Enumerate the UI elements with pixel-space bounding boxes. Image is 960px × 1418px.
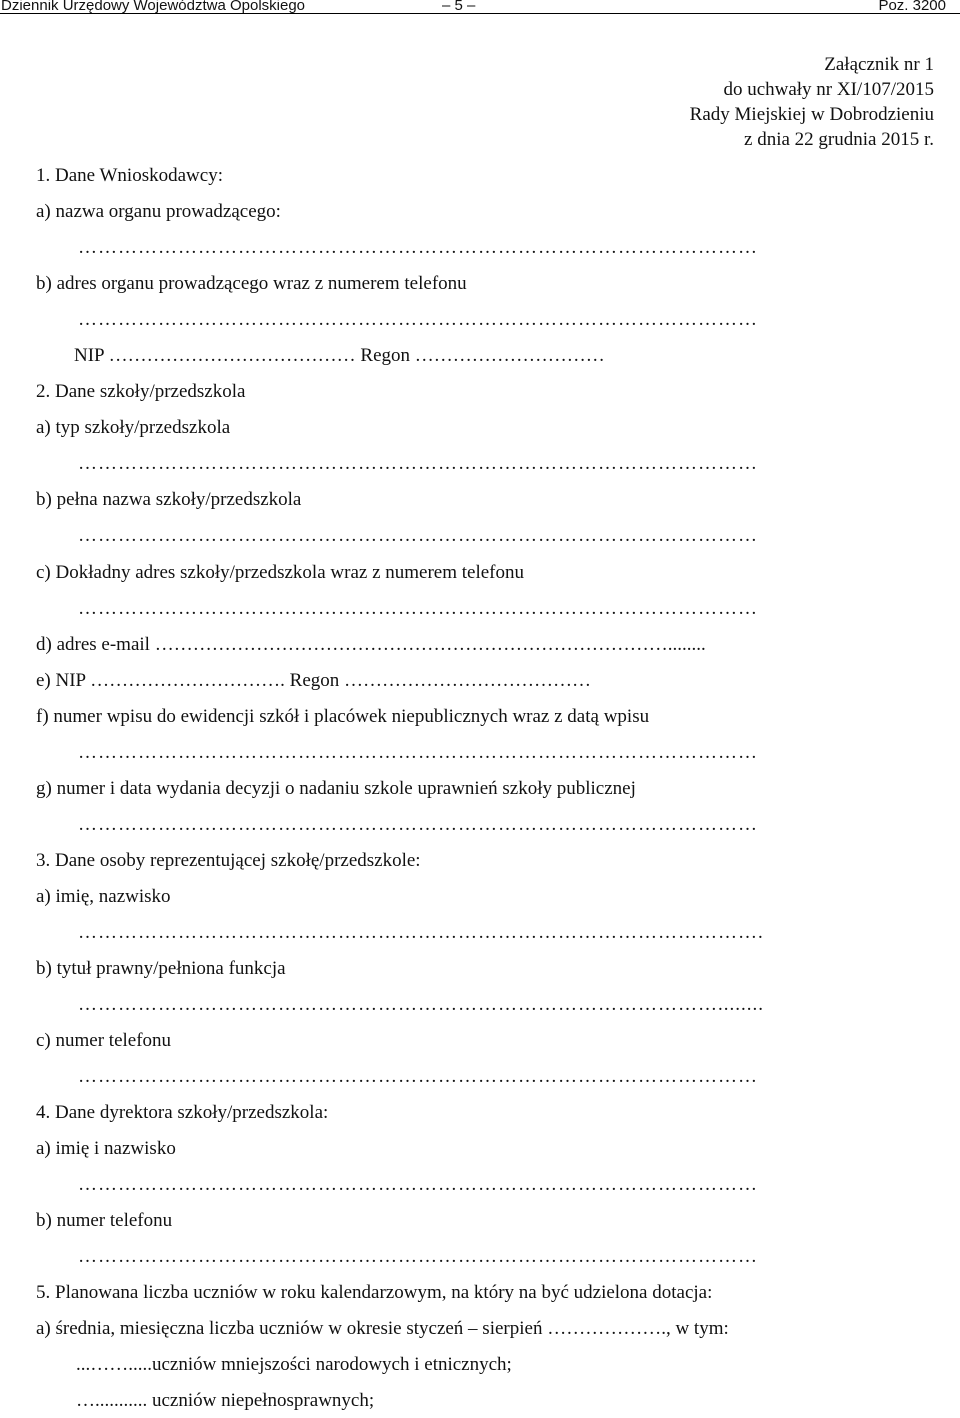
field-disabled-students[interactable]: …........... uczniów niepełnosprawnych; (76, 1390, 375, 1411)
field-school-type[interactable]: ………………………………………………………………………………………… (78, 453, 758, 474)
page-number: – 5 – (442, 0, 476, 14)
field-label-organ-name: a) nazwa organu prowadzącego: (36, 201, 281, 222)
field-label-register-entry: f) numer wpisu do ewidencji szkół i placówek niepublicznych wraz z datą wpisu (36, 706, 650, 727)
section-2-title: 2. Dane szkoły/przedszkola (36, 381, 246, 402)
section-4-title: 4. Dane dyrektora szkoły/przedszkola: (36, 1102, 329, 1123)
field-director-name[interactable]: ………………………………………………………………………………………… (78, 1174, 758, 1195)
field-school-address[interactable]: ………………………………………………………………………………………… (78, 598, 758, 619)
annex-block (690, 52, 934, 152)
field-label-rep-function: b) tytuł prawny/pełniona funkcja (36, 958, 286, 979)
field-rep-function[interactable]: ……………………………………………………………………………………........ (78, 994, 764, 1015)
field-rep-name[interactable]: …………………………………………………………………………………………. (78, 922, 764, 943)
field-label-school-type: a) typ szkoły/przedszkola (36, 417, 231, 438)
field-organ-address[interactable]: ………………………………………………………………………………………… (78, 309, 758, 330)
field-label-school-name: b) pełna nazwa szkoły/przedszkola (36, 489, 302, 510)
journal-header (0, 0, 960, 18)
field-school-nip-regon[interactable]: e) NIP …………………………. Regon ………………………………… (36, 670, 592, 691)
field-label-organ-address: b) adres organu prowadzącego wraz z numerem telefonu (36, 273, 467, 294)
field-register-entry[interactable]: ………………………………………………………………………………………… (78, 742, 758, 763)
field-label-director-phone: b) numer telefonu (36, 1210, 173, 1231)
item-number: Poz. 3200 (878, 0, 946, 14)
section-3-title: 3. Dane osoby reprezentującej szkołę/przedszkole: (36, 850, 421, 871)
field-school-name[interactable]: ………………………………………………………………………………………… (78, 525, 758, 546)
field-school-email[interactable]: d) adres e-mail ………………………………………………………………………........ (36, 634, 706, 655)
field-rep-phone[interactable]: ………………………………………………………………………………………… (78, 1066, 758, 1087)
annex-resolution: do uchwały nr XI/107/2015 (723, 79, 934, 100)
field-label-rep-phone: c) numer telefonu (36, 1030, 172, 1051)
annex-council: Rady Miejskiej w Dobrodzieniu (689, 104, 934, 125)
annex-date: z dnia 22 grudnia 2015 r. (744, 129, 934, 150)
field-decision[interactable]: ………………………………………………………………………………………… (78, 814, 758, 835)
field-label-school-address: c) Dokładny adres szkoły/przedszkola wraz z numerem telefonu (36, 562, 524, 583)
annex-number: Załącznik nr 1 (824, 54, 934, 75)
journal-title: Dziennik Urzędowy Województwa Opolskiego (1, 0, 306, 14)
field-label-director-name: a) imię i nazwisko (36, 1138, 176, 1159)
field-average-students[interactable]: a) średnia, miesięczna liczba uczniów w okresie styczeń – sierpień ………………., w tym: (36, 1318, 729, 1339)
field-label-rep-name: a) imię, nazwisko (36, 886, 171, 907)
section-5-title: 5. Planowana liczba uczniów w roku kalendarzowym, na który na być udzielona dotacja: (36, 1282, 713, 1303)
field-minority-students[interactable]: ...…….....uczniów mniejszości narodowych i etnicznych; (76, 1354, 512, 1375)
field-director-phone[interactable]: ………………………………………………………………………………………… (78, 1246, 758, 1267)
section-1-title: 1. Dane Wnioskodawcy: (36, 165, 223, 186)
header-rule (0, 13, 960, 14)
field-label-decision: g) numer i data wydania decyzji o nadaniu szkole uprawnień szkoły publicznej (36, 778, 636, 799)
field-organ-nip-regon[interactable]: NIP ………………………………… Regon ………………………… (74, 345, 605, 366)
field-organ-name[interactable]: ………………………………………………………………………………………… (78, 237, 758, 258)
